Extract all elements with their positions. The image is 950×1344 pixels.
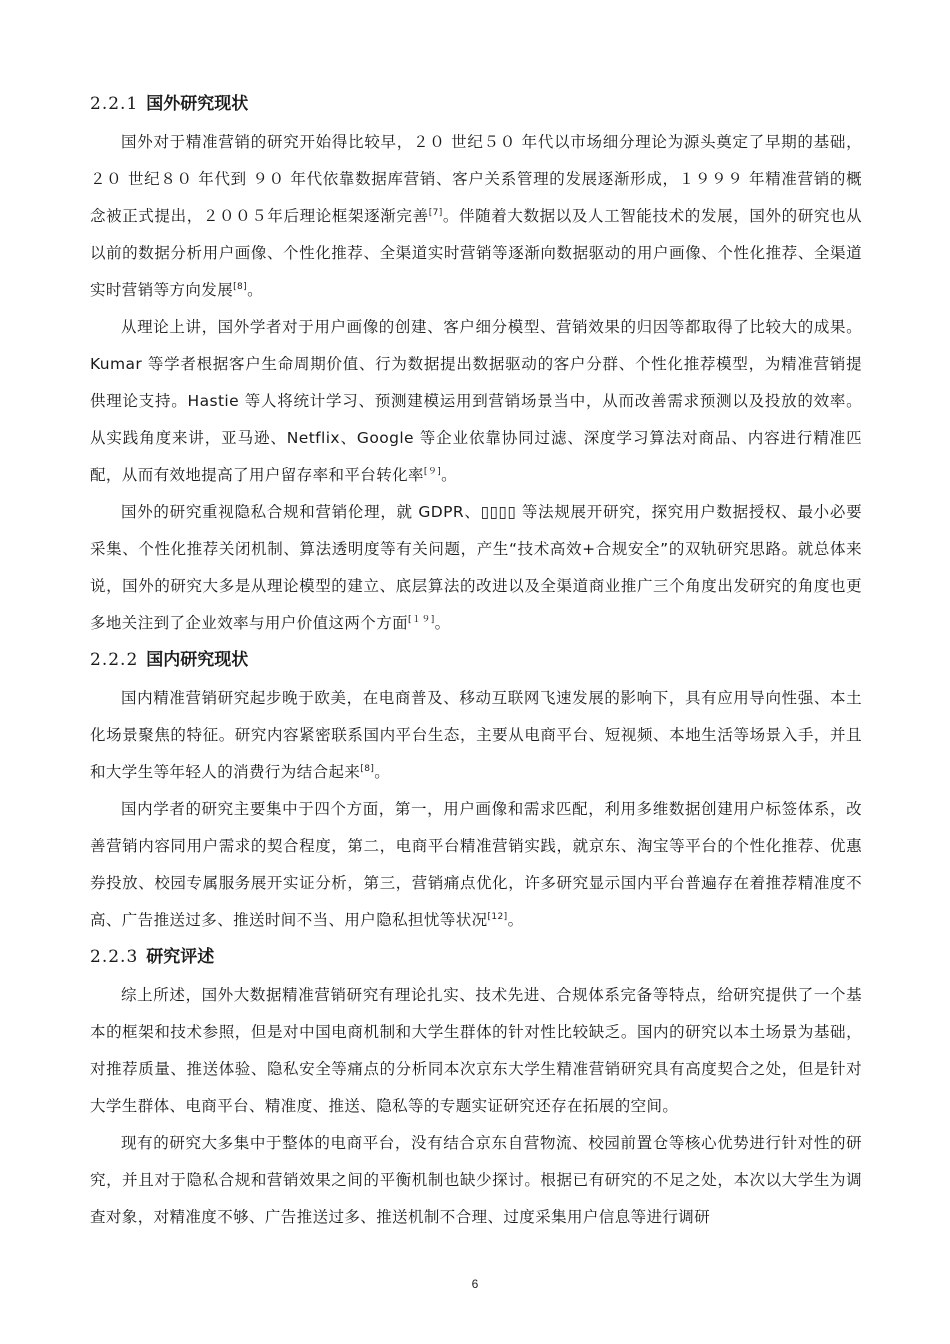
section-heading-2-2-3	[90, 941, 862, 973]
paragraph-text: 国外的研究重视隐私合规和营销伦理，就 GDPR、▯▯▯▯ 等法规展开研究，探究用户数据授权、最小必要采集、个性化推荐关闭机制、算法透明度等有关问题，产生“技术高效+合规安全”的双轨研究思路。就总体来说，国外的研究大多是从理论模型的建立、底层算法的改进以及全渠道商业推广三个角度出发研究的角度也更多地关注到了企业效率与用户价值这两个方面	[90, 503, 862, 632]
paragraph-text: 。	[247, 281, 263, 299]
paragraph	[90, 494, 862, 642]
paragraph	[90, 680, 862, 791]
citation: [12]	[487, 911, 508, 922]
paragraph-text: 。	[441, 466, 458, 484]
paragraph-text: 国内精准营销研究起步晚于欧美，在电商普及、移动互联网飞速发展的影响下，具有应用导向性强、本土化场景聚焦的特征。研究内容紧密联系国内平台生态，主要从电商平台、短视频、本地生活等场景入手，并且和大学生等年轻人的消费行为结合起来	[90, 689, 862, 781]
page-content	[90, 88, 862, 1236]
section-heading-2-2-1	[90, 88, 862, 120]
paragraph	[90, 124, 862, 309]
section-title: 国内研究现状	[146, 650, 249, 670]
paragraph	[90, 791, 862, 939]
citation: [９]	[423, 466, 442, 477]
paragraph-text: 。	[434, 614, 451, 632]
citation: [8]	[233, 281, 248, 292]
page-number: 6	[471, 1277, 479, 1291]
paragraph-text: 。伴随着大数据以及人工智能技术的发展，国外的研究也从以前的数据分析用户画像、个性化推荐、全渠道实时营销等逐渐向数据驱动的用户画像、个性化推荐、全渠道实时营销等方向发展	[90, 207, 862, 299]
section-number: 2.2.3	[90, 947, 139, 967]
citation: [7]	[428, 207, 443, 218]
paragraph	[90, 309, 862, 494]
paragraph-text: 。	[374, 763, 391, 781]
paragraph	[90, 1125, 862, 1236]
paragraph-text: 。	[507, 911, 524, 929]
paragraph	[90, 977, 862, 1125]
section-heading-2-2-2	[90, 644, 862, 676]
paragraph-text: 国外对于精准营销的研究开始得比较早，２０ 世纪５０ 年代以市场细分理论为源头奠定了早期的基础，２０ 世纪８０ 年代到 ９０ 年代依靠数据库营销、客户关系管理的发展逐渐形成，１９９９ 年精准营销的概念被正式提出，２００５年后理论框架逐渐完善	[90, 133, 862, 225]
citation: [１９]	[408, 614, 435, 625]
paragraph-text: 从理论上讲，国外学者对于用户画像的创建、客户细分模型、营销效果的归因等都取得了比较大的成果。Kumar 等学者根据客户生命周期价值、行为数据提出数据驱动的客户分群、个性化推荐模型，为精准营销提供理论支持。Hastie 等人将统计学习、预测建模运用到营销场景当中，从而改善需求预测以及投放的效率。从实践角度来讲，亚马逊、Netflix、Google 等企业依靠协同过滤、深度学习算法对商品、内容进行精准匹配，从而有效地提高了用户留存率和平台转化率	[90, 318, 862, 484]
paragraph-text: 综上所述，国外大数据精准营销研究有理论扎实、技术先进、合规体系完备等特点，给研究提供了一个基本的框架和技术参照，但是对中国电商机制和大学生群体的针对性比较缺乏。国内的研究以本土场景为基础，对推荐质量、推送体验、隐私安全等痛点的分析同本次京东大学生精准营销研究具有高度契合之处，但是针对大学生群体、电商平台、精准度、推送、隐私等的专题实证研究还存在拓展的空间。	[90, 986, 862, 1115]
section-number: 2.2.2	[90, 650, 139, 670]
paragraph-text: 现有的研究大多集中于整体的电商平台，没有结合京东自营物流、校园前置仓等核心优势进行针对性的研究，并且对于隐私合规和营销效果之间的平衡机制也缺少探讨。根据已有研究的不足之处，本次以大学生为调查对象，对精准度不够、广告推送过多、推送机制不合理、过度采集用户信息等进行调研	[90, 1134, 862, 1226]
citation: [8]	[360, 763, 375, 774]
section-title: 国外研究现状	[146, 94, 249, 114]
section-number: 2.2.1	[90, 94, 139, 114]
section-title: 研究评述	[146, 947, 215, 967]
paragraph-text: 国内学者的研究主要集中于四个方面，第一，用户画像和需求匹配，利用多维数据创建用户标签体系，改善营销内容同用户需求的契合程度，第二，电商平台精准营销实践，就京东、淘宝等平台的个性化推荐、优惠券投放、校园专属服务展开实证分析，第三，营销痛点优化，许多研究显示国内平台普遍存在着推荐精准度不高、广告推送过多、推送时间不当、用户隐私担忧等状况	[90, 800, 862, 929]
